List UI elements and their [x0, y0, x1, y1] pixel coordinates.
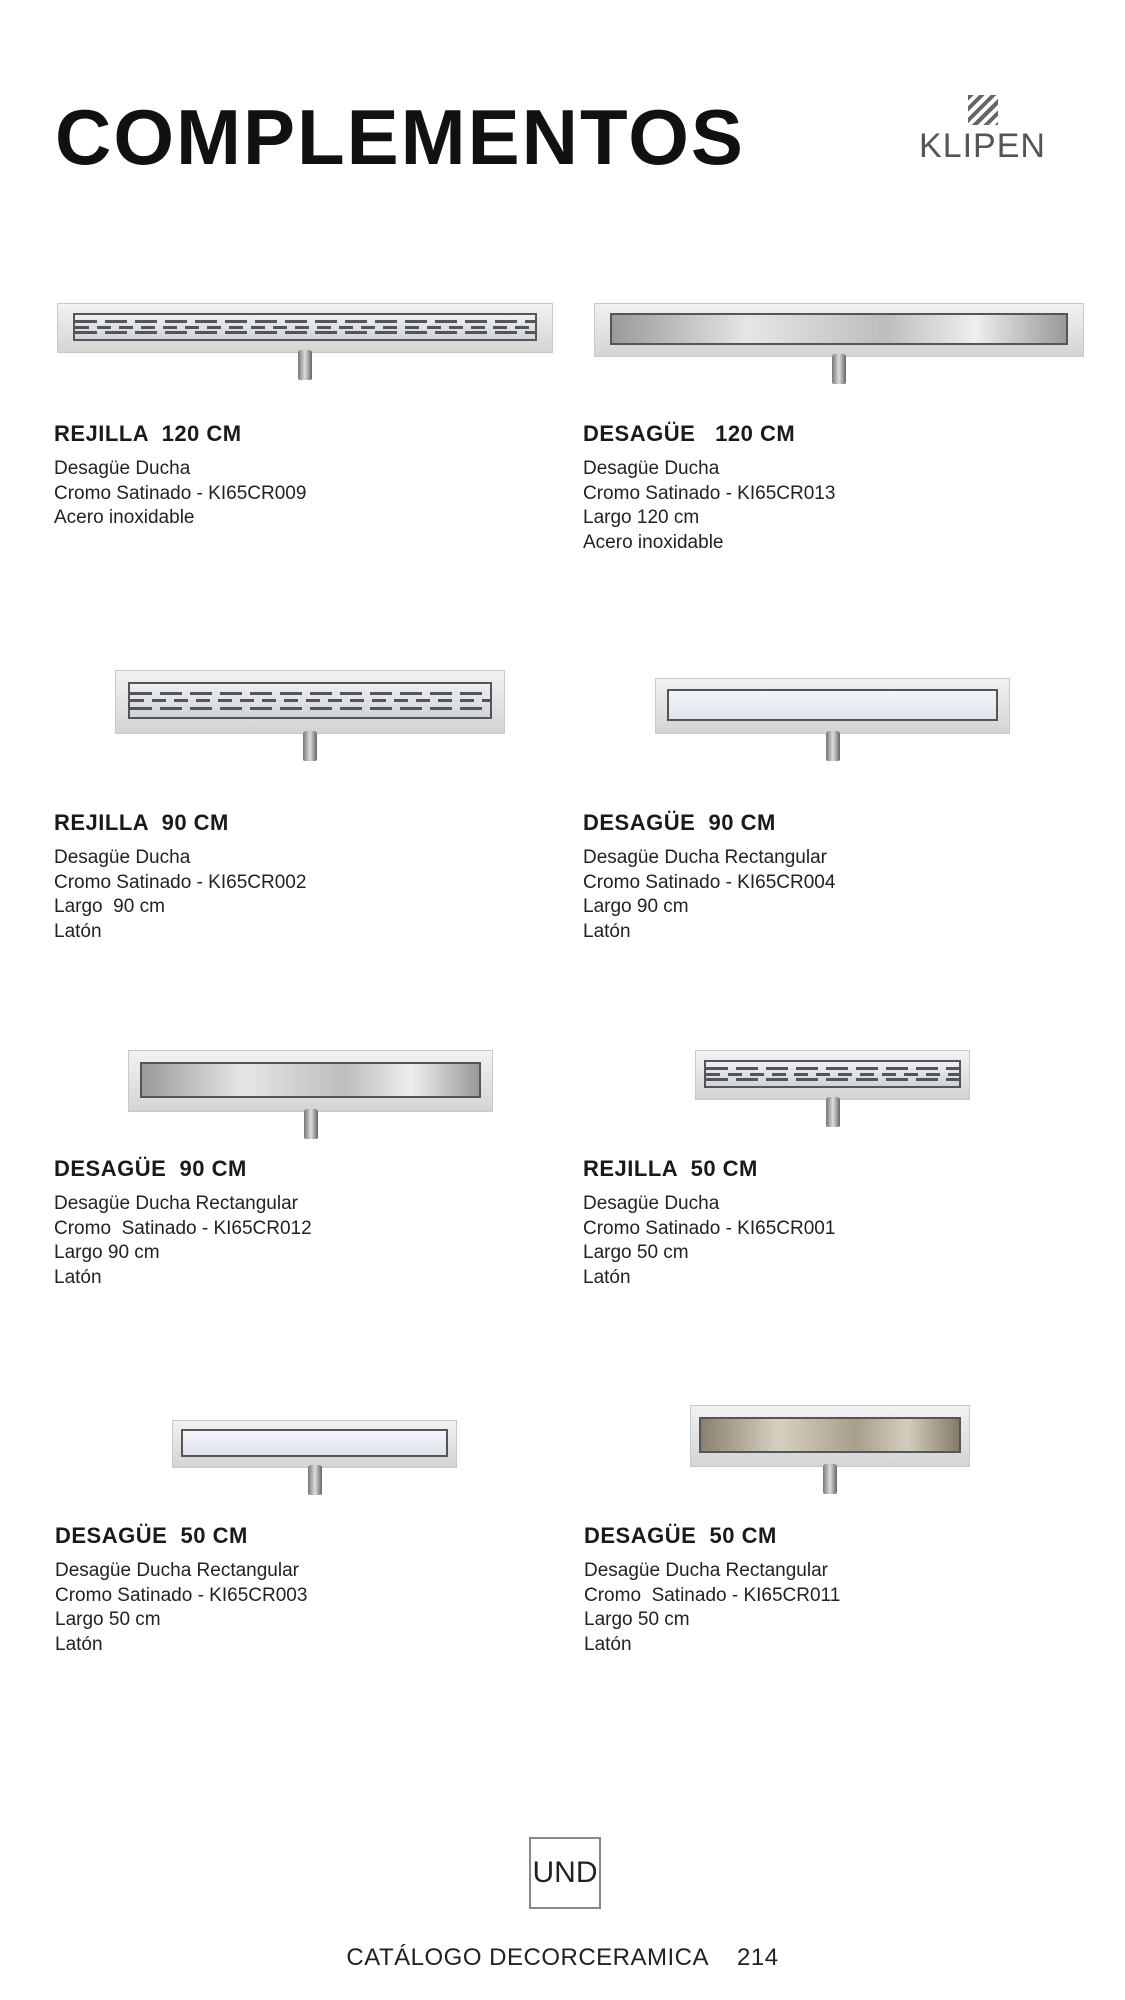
product-card: [54, 810, 534, 944]
product-heading: DESAGÜE 120 CM: [583, 421, 796, 446]
product-line: Cromo Satinado - KI65CR003: [55, 1584, 308, 1606]
product-line: Latón: [54, 1266, 102, 1288]
catalog-name: CATÁLOGO DECORCERAMICA: [346, 1944, 710, 1971]
product-card: [584, 1523, 1064, 1657]
product-line: Acero inoxidable: [583, 531, 724, 553]
product-line: Cromo Satinado - KI65CR004: [583, 871, 836, 893]
page-title: COMPLEMENTOS: [55, 93, 745, 181]
product-card: [54, 421, 534, 531]
product-image-rejilla-50: [695, 1050, 970, 1100]
brand-name: KLIPEN: [919, 127, 1046, 165]
product-line: Desagüe Ducha Rectangular: [584, 1560, 828, 1581]
product-line: Cromo Satinado - KI65CR013: [583, 482, 836, 504]
product-image-rejilla-120: [57, 303, 553, 353]
product-line: Largo 90 cm: [54, 896, 165, 917]
product-line: Cromo Satinado - KI65CR011: [584, 1584, 841, 1606]
product-heading: REJILLA 50 CM: [583, 1156, 758, 1181]
product-image-desague-90: [655, 678, 1010, 734]
product-line: Desagüe Ducha: [583, 1193, 720, 1214]
product-line: Latón: [583, 1266, 631, 1288]
product-line: Largo 50 cm: [583, 1242, 689, 1263]
product-line: Desagüe Ducha: [54, 847, 191, 868]
product-line: Largo 90 cm: [583, 896, 689, 917]
product-image-desague-50-bronze: [690, 1405, 970, 1467]
product-line: Desagüe Ducha Rectangular: [55, 1560, 299, 1581]
product-line: Largo 50 cm: [584, 1609, 690, 1630]
product-line: Latón: [584, 1633, 632, 1655]
product-line: Latón: [55, 1633, 103, 1655]
unit-badge: UND: [529, 1837, 601, 1909]
product-heading: DESAGÜE 90 CM: [583, 810, 776, 835]
brand-logo: [900, 95, 1065, 170]
product-line: Latón: [54, 920, 102, 942]
product-line: Latón: [583, 920, 631, 942]
product-image-desague-120: [594, 303, 1084, 357]
product-card: [55, 1523, 535, 1657]
product-line: Cromo Satinado - KI65CR002: [54, 871, 307, 893]
product-line: Desagüe Ducha: [583, 458, 720, 479]
product-line: Largo 120 cm: [583, 507, 700, 528]
product-line: Largo 90 cm: [54, 1242, 160, 1263]
product-card: [583, 421, 1063, 555]
product-card: [54, 1156, 534, 1290]
product-line: Largo 50 cm: [55, 1609, 161, 1630]
product-line: Desagüe Ducha Rectangular: [583, 847, 827, 868]
product-line: Acero inoxidable: [54, 507, 195, 528]
footer: [0, 1944, 1125, 1972]
product-line: Cromo Satinado - KI65CR001: [583, 1217, 836, 1239]
product-line: Desagüe Ducha: [54, 458, 191, 479]
product-line: Cromo Satinado - KI65CR009: [54, 482, 307, 504]
page-number: 214: [737, 1944, 779, 1971]
product-line: Cromo Satinado - KI65CR012: [54, 1217, 312, 1239]
product-image-rejilla-90: [115, 670, 505, 734]
product-image-desague-90-steel: [128, 1050, 493, 1112]
product-heading: REJILLA 90 CM: [54, 810, 229, 835]
product-card: [583, 1156, 1063, 1290]
klipen-k-icon: [968, 95, 998, 125]
product-heading: REJILLA 120 CM: [54, 421, 242, 446]
product-card: [583, 810, 1063, 944]
product-heading: DESAGÜE 90 CM: [54, 1156, 247, 1181]
product-heading: DESAGÜE 50 CM: [584, 1523, 777, 1548]
product-heading: DESAGÜE 50 CM: [55, 1523, 248, 1548]
product-image-desague-50: [172, 1420, 457, 1468]
product-line: Desagüe Ducha Rectangular: [54, 1193, 298, 1214]
